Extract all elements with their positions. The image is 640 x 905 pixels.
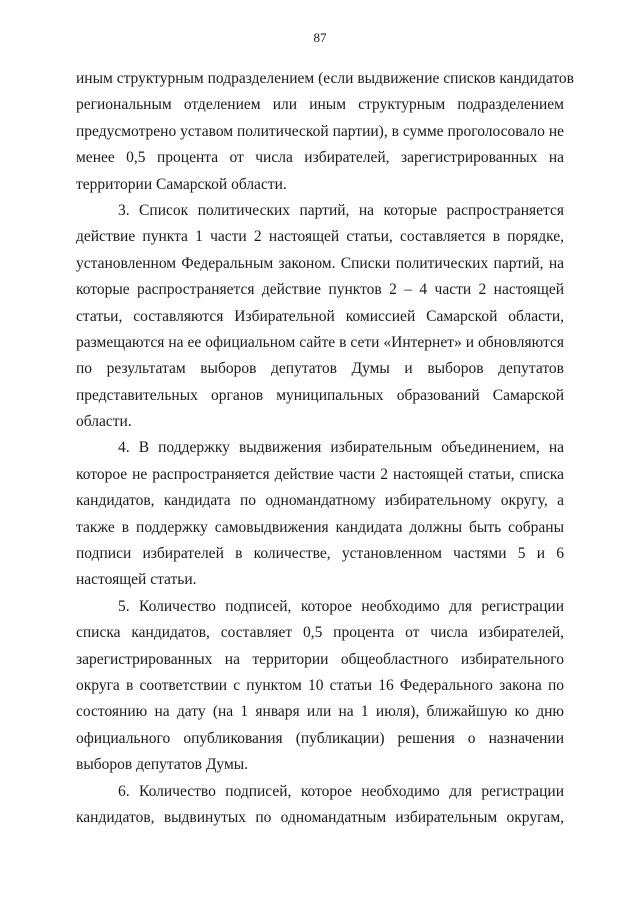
document-body xyxy=(76,66,574,831)
text-line: менее 0,5 процента от числа избирателей, зарегистрированных на xyxy=(76,149,564,167)
text-line: кандидатов, кандидата по одномандатному избирательному округу, а xyxy=(76,492,564,510)
text-line: которые распространяется действие пунктов 2 – 4 части 2 настоящей xyxy=(76,281,564,299)
text-line: 5. Количество подписей, которое необходимо для регистрации xyxy=(118,597,564,615)
text-line: официального опубликования (публикации) решения о назначении xyxy=(76,729,564,747)
text-line: действие пункта 1 части 2 настоящей статьи, составляется в порядке, xyxy=(76,228,564,246)
text-line: территории Самарской области. xyxy=(76,175,287,193)
text-line: состоянию на дату (на 1 января или на 1 июля), ближайшую ко дню xyxy=(76,703,564,721)
text-line: кандидатов, выдвинутых по одномандатным избирательным округам, xyxy=(76,808,564,826)
text-line: списка кандидатов, составляет 0,5 процента от числа избирателей, xyxy=(76,624,564,642)
text-line: которое не распространяется действие части 2 настоящей статьи, списка xyxy=(76,465,564,483)
text-line: статьи, составляются Избирательной комиссией Самарской области, xyxy=(76,307,564,325)
text-line: подписи избирателей в количестве, установленном частями 5 и 6 xyxy=(76,545,564,563)
text-line: по результатам выборов депутатов Думы и выборов депутатов xyxy=(76,360,564,378)
text-line: зарегистрированных на территории общеобластного избирательного xyxy=(76,650,564,668)
text-line: иным структурным подразделением (если выдвижение списков кандидатов xyxy=(76,70,574,87)
text-line: 4. В поддержку выдвижения избирательным объединением, на xyxy=(118,439,564,457)
page-number: 87 xyxy=(313,30,327,45)
text-line: 6. Количество подписей, которое необходимо для регистрации xyxy=(118,782,564,800)
text-line: представительных органов муниципальных образований Самарской xyxy=(76,386,564,404)
text-line: также в поддержку самовыдвижения кандидата должны быть собраны xyxy=(76,518,564,536)
text-line: округа в соответствии с пунктом 10 статьи 16 Федерального закона по xyxy=(76,676,564,694)
text-line: выборов депутатов Думы. xyxy=(76,756,249,774)
text-line: предусмотрено уставом политической партии), в сумме проголосовало не xyxy=(76,122,564,140)
text-line: настоящей статьи. xyxy=(76,571,197,589)
text-line: региональным отделением или иным структурным подразделением xyxy=(76,96,564,114)
text-line: установленном Федеральным законом. Списки политических партий, на xyxy=(76,254,564,272)
text-line: области. xyxy=(76,413,132,431)
text-line: 3. Список политических партий, на которые распространяется xyxy=(118,201,564,219)
text-line: размещаются на ее официальном сайте в сети «Интернет» и обновляются xyxy=(76,333,564,351)
